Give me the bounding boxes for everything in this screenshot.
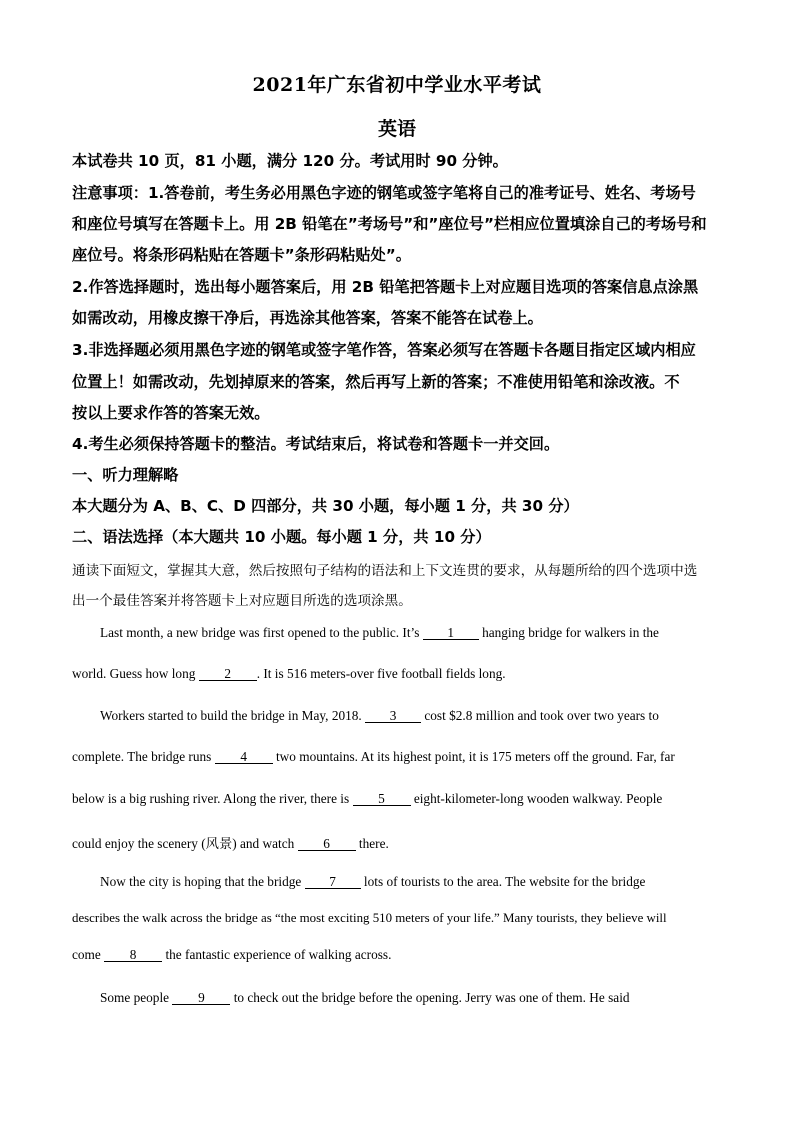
passage-text: below is a big rushing river. Along the river, there is [72,791,353,806]
passage-text: Workers started to build the bridge in May, 2018. [100,708,366,723]
blank-1: 1 [423,626,479,640]
passage-line [72,947,732,963]
passage-line [100,625,760,641]
note-1-line-3: 座位号。将条形码粘贴在答题卡”条形码粘贴处”。 [72,246,411,264]
passage-text: Now the city is hoping that the bridge [100,874,305,889]
passage-text: lots of tourists to the area. The website for the bridge [360,874,646,889]
passage-text: hanging bridge for walkers in the [478,625,659,640]
exam-summary: 本试卷共 10 页，81 小题，满分 120 分。考试用时 90 分钟。 [72,152,508,170]
section-1-description: 本大题分为 A、B、C、D 四部分，共 30 小题，每小题 1 分，共 30 分） [72,497,579,515]
passage-text: Some people [100,990,173,1005]
passage-line [100,708,760,724]
passage-text: the fantastic experience of walking across. [162,947,392,962]
passage-text: Last month, a new bridge was first opened to the public. It’s [100,625,423,640]
passage-line [72,833,732,852]
note-4: 4.考生必须保持答题卡的整洁。考试结束后，将试卷和答题卡一并交回。 [72,435,560,453]
passage-line [72,791,732,807]
note-2-line-2: 如需改动，用橡皮擦干净后，再选涂其他答案，答案不能答在试卷上。 [72,309,543,327]
passage-line [72,666,732,682]
passage-line [72,911,732,926]
note-3-line-3: 按以上要求作答的答案无效。 [72,404,270,422]
passage-text: there. [355,836,389,851]
blank-7: 7 [305,875,361,889]
section-2-description-line-1: 通读下面短文，掌握其大意，然后按照句子结构的语法和上下文连贯的要求，从每题所给的四个选项中选 [72,563,698,579]
exam-title: 2021年广东省初中学业水平考试 [252,74,542,96]
passage-text: could enjoy the scenery (风景) and watch [72,836,298,851]
blank-2: 2 [199,667,257,681]
note-2-line-1: 2.作答选择题时，选出每小题答案后，用 2B 铅笔把答题卡上对应题目选项的答案信息点涂黑 [72,278,699,296]
note-1-line-1: 注意事项：1.答卷前，考生务必用黑色字迹的钢笔或签字笔将自己的准考证号、姓名、考场号 [72,184,696,202]
passage-text: . It is 516 meters-over five football fields long. [256,666,506,681]
passage-text: eight-kilometer-long wooden walkway. People [410,791,663,806]
passage-text: complete. The bridge runs [72,749,215,764]
note-3-line-2: 位置上！如需改动，先划掉原来的答案，然后再写上新的答案；不准使用铅笔和涂改液。不 [72,373,680,391]
passage-text: come [72,947,105,962]
passage-line [72,749,732,765]
passage-text: cost $2.8 million and took over two years to [421,708,659,723]
blank-6: 6 [298,837,356,851]
passage-text: world. Guess how long [72,666,199,681]
passage-text: two mountains. At its highest point, it is 175 meters off the ground. Far, far [272,749,675,764]
section-2-description-line-2: 出一个最佳答案并将答题卡上对应题目所选的选项涂黑。 [72,593,412,609]
passage-line [100,874,760,890]
blank-9: 9 [172,991,230,1005]
passage-text: to check out the bridge before the opening. Jerry was one of them. He said [230,990,630,1005]
blank-4: 4 [215,750,273,764]
section-1-title: 一、听力理解略 [72,466,179,484]
blank-3: 3 [365,709,421,723]
blank-5: 5 [353,792,411,806]
section-2-title: 二、语法选择（本大题共 10 小题。每小题 1 分，共 10 分） [72,528,491,546]
note-1-line-2: 和座位号填写在答题卡上。用 2B 铅笔在”考场号”和”座位号”栏相应位置填涂自己的考场号和 [72,215,707,233]
passage-text: describes the walk across the bridge as “the most exciting 510 meters of your life.” Many tourists, they believe will [72,911,667,925]
exam-subject: 英语 [377,118,416,140]
blank-8: 8 [104,948,162,962]
note-3-line-1: 3.非选择题必须用黑色字迹的钢笔或签字笔作答，答案必须写在答题卡各题目指定区域内相应 [72,341,696,359]
passage-line [100,990,760,1006]
